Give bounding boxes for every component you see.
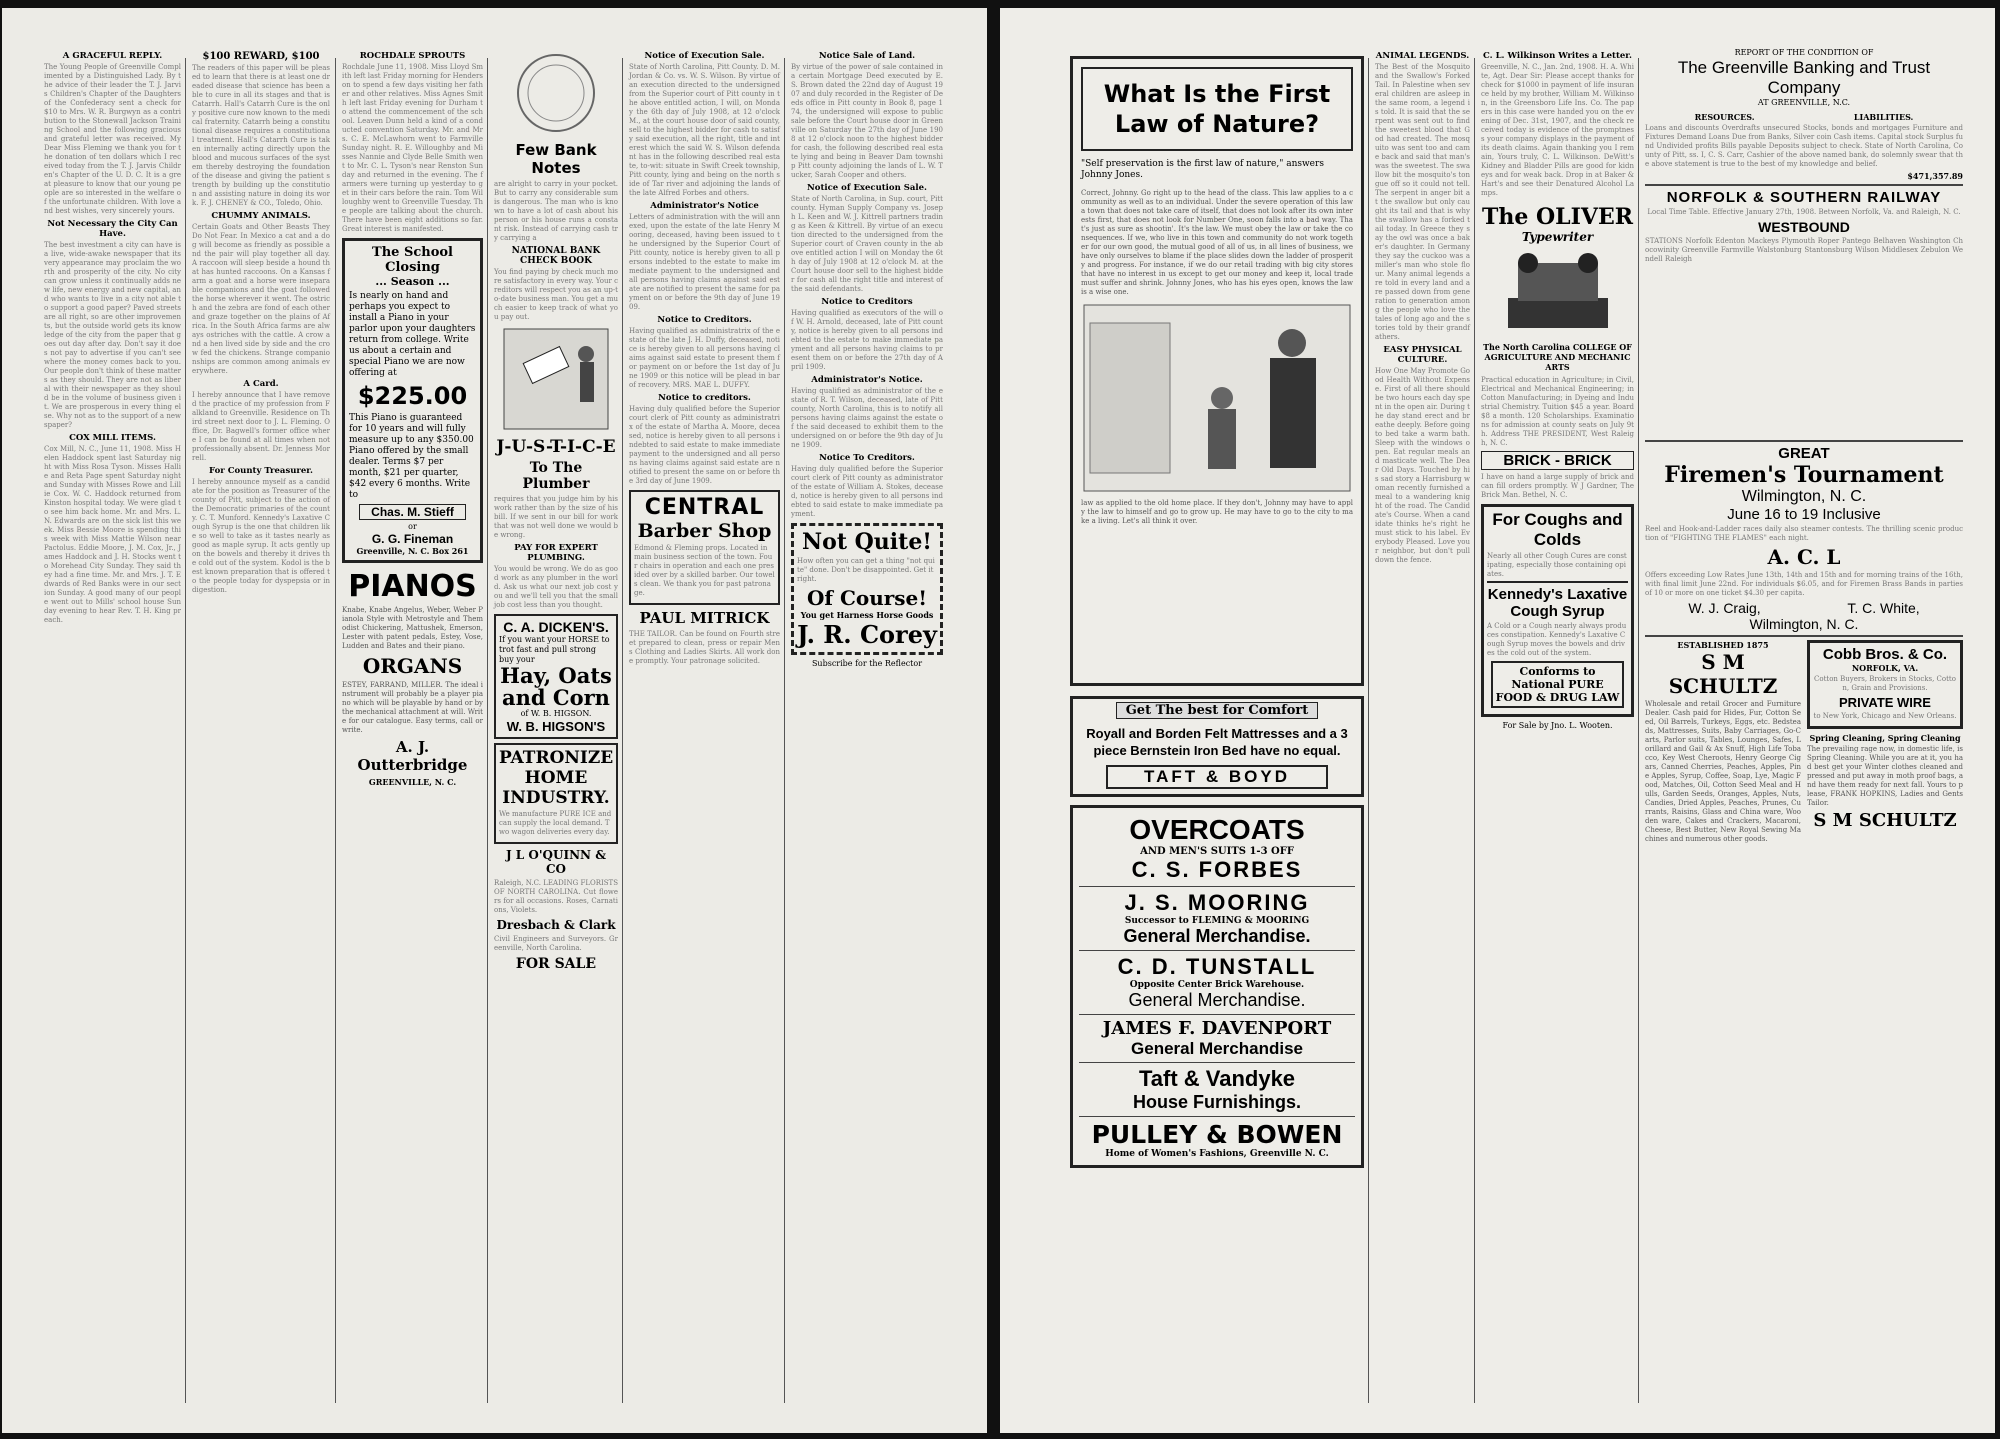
article-text: The Young People of Greenville Complimented by a Distinguished Lady. By the advice of their leader the T. J. Jarvis Children's Chapter of the Daughters of the Confederacy sent a check for $10 to Mrs. W. R. Burgwyn as a contribution to the Stonewall Jackson Training School and the following gracious and grateful letter was received. My Dear Miss Fleming we thank you for the donation of ten dollars which I received today from the T. J. Jarvis Children's Chapter of the U. D. C. It is a great pleasure to know that our young people are so interested in the welfare of the unfortunate children. With love and best wishes, very sincerely yours. <box>44 63 181 215</box>
article-text: Reel and Hook-and-Ladder races daily also steamer contests. The thrilling scenic production of "FIGHTING THE FLAMES" each night. <box>1645 525 1963 542</box>
article-text: Certain Goats and Other Beasts They Do Not Fear. In Mexico a cat and a dog will become as friendly as possible and the pair will play together all day. A raccoon will sleep beside a hound that has hunted raccoons. On a Kansas farm a goat and a horse were inseparable companions and the goat followed the horse wherever it went. The ostrich and the zebra are fond of each other and graze together on the plains of Africa. In the South Africa farms are always ostriches with the cattle. A crow and a hen lived side by side and the crow fed the chickens. Strange companionships are common among animals everywhere. <box>192 223 330 375</box>
great-heading: GREAT <box>1778 445 1830 462</box>
general-merch-2: General Merchandise. <box>1128 990 1306 1010</box>
oliver-heading: The OLIVER <box>1481 204 1634 230</box>
headline: Not Necessary the City Can Have. <box>47 219 178 239</box>
of-course-heading: Of Course! <box>806 586 928 610</box>
general-merch-3: General Merchandise <box>1131 1039 1303 1058</box>
headline: C. L. Wilkinson Writes a Letter. <box>1483 51 1632 61</box>
article-text: Having qualified as administrator of the estate of R. T. Wilson, deceased, late of Pitt county, North Carolina, this is to notify all persons having claims against the estate of the said deceased to exhibit them to the undersigned on or before the 9th day of June 1909. <box>791 387 943 449</box>
bank-total: $471,357.89 <box>1907 171 1963 181</box>
corey-heading: J. R. Corey <box>797 620 937 649</box>
oquinn-heading: J L O'QUINN & CO <box>505 848 607 876</box>
coughs-heading: For Coughs and Colds <box>1492 510 1623 549</box>
brick-heading: BRICK - BRICK <box>1481 451 1634 470</box>
article-text: The best investment a city can have is a live, wide-awake newspaper that its very appearance may proclaim the worth and prosperity of the city. No city can grow unless it continually adds new life, new energy and new capital, and who wants to live in a city not able to support a good paper? Paved streets are all right, so are other improvements, but the outside world gets its knowledge of the city from the paper that goes out day after day. Don't say it does not pay to advertise if you can't see where the money comes back to you. Our people don't think of these matters as they should. They are not as liberal with their newspaper as they should be in the volume of business given it. We are prosperous in every thing else. Why not as to the support of a newspaper? <box>44 241 181 429</box>
headline: Notice to Creditors. <box>657 315 752 325</box>
ad-title: The School Closing <box>372 245 453 275</box>
forbes-heading: C. S. FORBES <box>1131 857 1303 882</box>
established-text: ESTABLISHED 1875 <box>1677 640 1769 650</box>
headline: $100 REWARD, $100 <box>202 51 320 62</box>
headline: Notice Sale of Land. <box>818 51 916 61</box>
taft-boyd-heading: TAFT & BOYD <box>1106 765 1328 789</box>
horse-goods-text: You get Harness Horse Goods <box>800 610 934 620</box>
left-column-5 <box>625 48 784 1413</box>
overcoats-subheading: AND MEN'S SUITS 1-3 OFF <box>1140 846 1294 857</box>
ad-subtitle: ... Season ... <box>375 275 450 288</box>
article-text: Greenville, N. C., Jan. 2nd, 1908. H. A. White, Agt. Dear Sir: Please accept thanks for check for $1000 in payment of life insurance held by my brother, William M. Wilkinson, in the Greensboro Life Ins. Co. The papers in this case were handed you on the evening of Dec. 31st, 1907, and the check received today is evidence of the promptness your company displays in the payment of its death claims. Again thanking you I remain, Yours truly, C. L. Wilkinson. DeWitt's Kidney and Bladder Pills are good for kidneys and for weak back. Drop in at Baker & Hart's and see their Denatured Alcohol Lamps. <box>1481 63 1635 197</box>
mooring-subheading: Successor to FLEMING & MOORING <box>1124 916 1310 926</box>
overcoats-heading: OVERCOATS <box>1129 814 1305 845</box>
coin-illustration <box>511 48 601 138</box>
article-text: Having duly qualified before the Superior court clerk of Pitt county as administratrix of the estate of Martha A. Moore, deceased, notice is hereby given to all persons indebted to said estate to make immediate payment to the undersigned and all persons having claims against said estate are notified to present the same on or before the 3rd day of June 1909. <box>629 405 780 485</box>
ad-name-2: G. G. Fineman <box>371 532 454 546</box>
article-text: Cotton Buyers, Brokers in Stocks, Cotton, Grain and Provisions. <box>1814 675 1956 692</box>
timetable-text: STATIONS Norfolk Edenton Mackeys Plymouth Roper Pantego Belhaven Washington Chocowinity Greenville Farmville Walstonburg Stantonsburg Wilson Middlesex Zebulon Wendell Raleigh <box>1645 237 1963 263</box>
headline: Administrator's Notice. <box>811 375 923 385</box>
left-newspaper-page <box>2 8 987 1433</box>
oliver-ad <box>1481 204 1634 338</box>
article-text: The Best of the Mosquito and the Swallow's Forked Tail. In Palestine when several children are asleep in the same room, a legend is told. It is said that the serpent was sent out to find the sweetest blood that God had created. The mosquito was sent too and came back and said that man's was the sweetest. The swallow bit the mosquito's tongue off so it could not tell. The serpent in anger bit at the swallow but only caught its tail and that is why the swallow has a forked tail today. In Greece they say the owl was once a baker's daughter. In Germany they say the cuckoo was a miller's man who stole flour. Many animal legends are told in every land and are passed down from generation to generation among the people who love the tales of long ago and the stories told by their grandfathers. <box>1375 63 1470 341</box>
right-column-4 <box>1641 48 1967 1413</box>
conforms-heading: Conforms to National PURE FOOD & DRUG LAW <box>1491 661 1624 708</box>
sale-text: For Sale by Jno. L. Wooten. <box>1502 721 1613 730</box>
headline: A GRACEFUL REPLY. <box>62 51 163 61</box>
spring-cleaning-heading: Spring Cleaning, Spring Cleaning <box>1809 733 1961 743</box>
headline: Notice of Execution Sale. <box>644 51 765 61</box>
article-text: How often you can get a thing "not quite" done. Don't be disappointed. Get it right. <box>797 557 935 583</box>
ad-price: $225.00 <box>357 382 468 410</box>
college-heading: The North Carolina COLLEGE OF AGRICULTURE AND MECHANIC ARTS <box>1483 342 1632 372</box>
article-text: Letters of administration with the will annexed, upon the estate of the late Henry Mooring, deceased, having been issued to the undersigned by the Superior Court of Pitt county, notice is hereby given to all persons indebted to the estate to make immediate payment to the undersigned and all persons having claims against said estate are notified to present the same for payment on or before the 9th day of June 1909. <box>629 213 780 311</box>
article-text: Offers exceeding Low Rates June 13th, 14th and 15th and for morning trains of the 16th, with final limit June 22nd. For individuals $6.05, and for Firemen Brass Bands in parties of 10 or more on one ticket $4.30 per capita. <box>1645 571 1963 597</box>
patronize-ad <box>494 743 618 844</box>
article-text: You would be wrong. We do as good work as any plumber in the world. Ask us what our next job cost you and we'll tell you that the small job cost less than you thought. <box>494 565 618 609</box>
article-text: Having duly qualified before the Superior court clerk of Pitt county as administrator of the estate of William A. Stokes, deceased, notice is hereby given to all persons indebted to said estate to make immediate payment. <box>791 465 943 518</box>
typewriter-illustration <box>1498 248 1618 338</box>
firemen-heading: Firemen's Tournament <box>1664 462 1944 488</box>
left-column-1 <box>40 48 185 1413</box>
article-text: Civil Engineers and Surveyors. Greenville, North Carolina. <box>494 935 618 952</box>
headline: ANIMAL LEGENDS. <box>1375 51 1470 61</box>
schoolroom-illustration <box>1082 303 1352 493</box>
kennedy-heading-1: Kennedy's Laxative <box>1487 581 1628 603</box>
article-text: We manufacture PURE ICE and can supply the local demand. Two wagon deliveries every day. <box>499 810 612 836</box>
resources-header: RESOURCES. <box>1694 112 1755 122</box>
article-text: State of North Carolina, Pitt County. D. M. Jordan & Co. vs. W. S. Wilson. By virtue of an execution directed to the undersigned from the Superior court of Pitt county in the above entitled action, I will, on Monday the 6th day of July 1908, at 12 o'clock M., at the court house door of said county, sell to the highest bidder for cash to satisfy said execution, all the right, title and interest which the said W. S. Wilson defendant has in the following described real estate, to-wit: situate in Swift Creek township, Pitt county, lying and being on the north side of Tar river and adjoining the lands of the late Alfred Forbes and others. <box>629 63 780 197</box>
article-text: State of North Carolina, in Sup. court, Pitt county. Hyman Supply Company vs. Joseph L. Keen and W. J. Kittrell partners trading as Keen & Kittrell. By virtue of an execution directed to the undersigned from the Superior court of Craven county in the above entitled action I will on Monday the 6th day of July 1908 at 12 o'clock M. at the Court house door sell to the highest bidder for cash all the right title and interest of the said defendants. <box>791 195 943 293</box>
article-text: Having qualified as administratrix of the estate of the late J. H. Duffy, deceased, notice is hereby given to all persons having claims against said estate to present them for payment on or before the 1st day of June 1909 or this notice will be plead in bar of recovery. MRS. MAE L. DUFFY. <box>629 327 780 389</box>
article-text: The readers of this paper will be pleased to learn that there is at least one dreaded disease that science has been able to cure in all its stages and that is Catarrh. Hall's Catarrh Cure is the only positive cure now known to the medical fraternity. Catarrh being a constitutional disease requires a constitutional treatment. Hall's Catarrh Cure is taken internally acting directly upon the blood and mucous surfaces of the system thereby destroying the foundation of the disease and giving the patient strength by building up the constitution and assisting nature in doing its work. F. J. CHENEY & CO., Toledo, Ohio. <box>192 64 330 207</box>
headline: Notice to Creditors <box>821 297 913 307</box>
article-text: requires that you judge him by his work rather than by the size of his bill. If we sent in our bill for work that was not well done we would be wrong. <box>494 495 618 539</box>
dickens-name: C. A. DICKEN'S. <box>503 619 609 635</box>
wilmington-heading: Wilmington, N. C. <box>1741 488 1867 505</box>
article-text: Rochdale June 11, 1908. Miss Lloyd Smith left last Friday morning for Henderson to spend a few days visiting her father and other relatives. Miss Agnes Smith left last Friday evening for Durham to attend the commencement of the school. Leaven Dunn held a kind of a conducted convention Saturday. Mr. and Mrs. C. E. McLawhorn went to Farmville Sunday night. R. E. Willoughby and Misses Nannie and Clyde Belle Smith went to Mr. C. L. Tyson's near Renston Sunday and returned in the evening. The farmers were turning up yesterday to get in their cars before the rain. Tom Willoughby went to Greenville Tuesday. The people are talking about the church. There have been eight additions so far. Great interest is manifested. <box>342 63 483 233</box>
general-merch-1: General Merchandise. <box>1123 926 1311 946</box>
white-name: T. C. White, <box>1847 600 1920 616</box>
article-text: I hereby announce that I have removed the practice of my profession from Falkland to Greenville. Residence on Third street next door to J. L. Fleming. Office, Dr. Bagwell's former office where I can be found at all times when not professionally absent. Dr. Jenness Morrell. <box>192 391 330 462</box>
ad-address: Greenville, N. C. Box 261 <box>356 546 469 556</box>
left-column-2 <box>188 48 334 1413</box>
article-text: Knabe, Knabe Angelus, Weber, Weber Pianola Style with Metrostyle and Themodist Chickering, Mattushek, Emerson, Lester with patent pedals, Estey, Vose, Ludden and Bates and their piano. <box>342 606 483 650</box>
article-text: Edmond & Fleming props. Located in main business section of the town. Four chairs in operation and each one presided over by a skilled barber. Our towels clean. We thank you for past patronage. <box>634 544 775 597</box>
comfort-heading: Get The best for Comfort <box>1116 702 1318 719</box>
bank-location: AT GREENVILLE, N.C. <box>1757 98 1851 107</box>
forsale-heading: FOR SALE <box>515 956 597 972</box>
outterbridge-city: GREENVILLE, N. C. <box>368 777 457 787</box>
article-text: Wholesale and retail Grocer and Furniture Dealer. Cash paid for Hides, Fur, Cotton Seed, Oil Barrels, Turkeys, Eggs, etc. Bedsteads, Mattresses, Suits, Baby Carriages, Go-Carts, Parlor suits, Tables, Lounges, Safes, Lorillard and Gail & Ax Snuff, High Life Tobacco, Key West Cheroots, Henry George Cigars, Canned Cherries, Peaches, Apples, Pine Apples, Syrup, Coffee, Soap, Lye, Magic Food, Matches, Oil, Cotton Seed Meal and Hulls, Garden Seeds, Oranges, Apples, Nuts, Candies, Dried Apples, Peaches, Prunes, Currants, Raisins, Glass and China ware, Wooden ware, Cakes and Crackers, Macaroni, Cheese, Best Butter, New Royal Sewing Machines and numerous other goods. <box>1645 700 1801 843</box>
bank-table-text: Loans and discounts Overdrafts unsecured Stocks, bonds and mortgages Furniture and Fixtures Demand Loans Due from Banks, Silver coin Cash items. Capital stock Surplus fund Undivided profits Bills payable Deposits subject to check. State of North Carolina, County of Pitt, ss. I, C. S. Carr, Cashier of the above named bank, do solemnly swear that the above statement is true to the best of my knowledge and belief. <box>1645 124 1963 168</box>
agent-names <box>1645 600 1963 616</box>
article-text: Nearly all other Cough Cures are constipating, especially those containing opiates. <box>1487 552 1627 578</box>
plumber-illustration <box>496 324 616 434</box>
check-book-heading: NATIONAL BANK CHECK BOOK <box>511 246 601 266</box>
article-text: I have on hand a large supply of brick and can fill orders promptly. W J Gardner, The Brick Man. Bethel, N. C. <box>1481 473 1634 499</box>
schultz-heading-2: S M SCHULTZ <box>1813 810 1957 831</box>
school-closing-ad <box>342 238 483 563</box>
headline: A Card. <box>243 379 279 389</box>
expert-plumbing-heading: PAY FOR EXPERT PLUMBING. <box>514 543 598 563</box>
ad-body: Is nearly on hand and perhaps you expect to install a Piano in your parlor upon your daughters return from college. Write us about a certain and special Piano we are now offering at <box>349 291 476 378</box>
dresbach-heading: Dresbach & Clark <box>496 918 616 932</box>
justice-subheading: To The Plumber <box>522 460 590 492</box>
not-quite-ad <box>791 523 943 655</box>
coughs-ad <box>1481 504 1634 717</box>
mooring-heading: J. S. MOORING <box>1124 890 1310 915</box>
article-text: By virtue of the power of sale contained in a certain Mortgage Deed executed by E. S. Brown dated the 22nd day of August 1907 and duly recorded in the Register of Deeds office in Pitt county in Book 8, page 174, the undersigned will expose to public sale before the Court house door in Greenville on Saturday the 27th day of June 1908 at 12 o'clock noon to the highest bidder for cash, the following described real estate lying and being in Beaver Dam township Pitt county adjoining the lands of L. W. Tucker, Sarah Cooper and others. <box>791 63 943 179</box>
article-text: Local Time Table. Effective January 27th, 1908. Between Norfolk, Va. and Raleigh, N. C. <box>1647 208 1961 216</box>
organs-heading: ORGANS <box>362 654 463 678</box>
merchants-ad-block <box>1070 805 1364 1168</box>
right-column-1 <box>1066 48 1368 1413</box>
dates-heading: June 16 to 19 Inclusive <box>1727 506 1881 523</box>
kennedy-heading-2: Cough Syrup <box>1510 603 1605 620</box>
private-wire-heading: PRIVATE WIRE <box>1839 695 1931 710</box>
article-text: to New York, Chicago and New Orleans. <box>1813 712 1957 720</box>
right-column-2 <box>1371 48 1474 1413</box>
typewriter-heading: Typewriter <box>1521 230 1594 244</box>
ad-or: or <box>408 522 417 531</box>
pulley-bowen-subheading: Home of Women's Fashions, Greenville N. C. <box>1105 1149 1329 1159</box>
article-text: THE TAILOR. Can be found on Fourth street prepared to clean, press or repair Mens Clothing and Ladies Skirts. All work done promptly. Your patronage solicited. <box>629 630 780 665</box>
cobb-heading: Cobb Bros. & Co. <box>1822 646 1948 663</box>
article-text: Practical education in Agriculture; in Civil, Electrical and Mechanical Engineering; in Cotton Manufacturing; in Dyeing and Industrial Chemistry. Tuition $45 a year. Board $8 a month. 120 Scholarships. Examinations for admission at county seats on July 9th. Address THE PRESIDENT, West Raleigh, N. C. <box>1481 376 1634 447</box>
home-heading: HOME <box>524 768 588 788</box>
headline: Notice to creditors. <box>658 393 751 403</box>
article-text: The prevailing rage now, in domestic life, is Spring Cleaning. While you are at it, you had best get your Winter clothes cleaned and pressed and put away in moth proof bags, and have them ready for next fall. Yours to please, FRANK HOPKINS, Ladies and Gents Tailor. <box>1807 745 1963 807</box>
few-bank-notes-heading: Few Bank Notes <box>515 141 597 177</box>
ad-name-1: Chas. M. Stieff <box>359 504 466 520</box>
headline: CHUMMY ANIMALS. <box>211 211 311 221</box>
ad-body-2: This Piano is guaranteed for 10 years and will fully measure up to any $350.00 Piano offered by the small dealer. Terms $7 per month, $21 per quarter, $42 every 6 months. Write to <box>349 413 474 500</box>
article-text: are alright to carry in your pocket. But to carry any considerable sum is dangerous. The man who is known to have a lot of cash about his person or his house runs a constant risk. Instead of carrying cash try carrying a <box>494 180 618 242</box>
industry-heading: INDUSTRY. <box>502 788 610 808</box>
davenport-heading: JAMES F. DAVENPORT <box>1102 1018 1332 1039</box>
bottom-ads <box>1645 640 1963 846</box>
westbound-heading: WESTBOUND <box>1758 219 1850 235</box>
article-text: Correct, Johnny. Go right up to the head of the class. This law applies to a community as well as to an individual. Under the severe operation of this law a town that does not take care of itself, that does not look after its own interests first, that does not look for Number One, soon falls into a bad way. That's just as sure as shootin'. It's the law. We must obey the law or take the consequences. If we, who live in this town and community do not work together for our own good, the mutual good of all of us, in all lines of business, we have only ourselves to blame if the place slides down the ladder of prosperity and progress. For instance, if we do our retail trading with big city stores that have no interest in us except to get our money and keep it, local trade must suffer and shrink. Johnny Jones, who has his eyes open, knows the law is a wise one. <box>1081 189 1353 296</box>
hay-heading: Hay, Oats and Corn <box>500 663 612 710</box>
cobb-ad <box>1807 640 1963 846</box>
mattress-text: Royall and Borden Felt Mattresses and a 3 piece Bernstein Iron Bed have no equal. <box>1086 726 1348 758</box>
comfort-ad <box>1070 696 1364 797</box>
justice-heading: J-U-S-T-I-C-E <box>496 437 616 457</box>
norfolk-text: NORFOLK, VA. <box>1851 663 1919 673</box>
article-text: Raleigh, N.C. LEADING FLORISTS OF NORTH CAROLINA. Cut flowers for all occasions. Roses, Carnations, Violets. <box>494 879 618 914</box>
central-heading: CENTRAL <box>644 495 765 520</box>
article-text: Having qualified as executors of the will of W. H. Arnold, deceased, late of Pitt county, notice is hereby given to all persons indebted to the estate to make immediate payment and all persons having claims to present them on or before the 27th day of April 1909. <box>791 309 943 371</box>
bank-table-headers <box>1645 112 1963 122</box>
railway-heading: NORFOLK & SOUTHERN RAILWAY <box>1666 189 1942 206</box>
craig-name: W. J. Craig, <box>1688 600 1761 616</box>
left-column-3 <box>338 48 487 1413</box>
left-column-6 <box>787 48 947 1413</box>
mitrick-heading: PAUL MITRICK <box>639 609 770 627</box>
cobb-box <box>1807 640 1963 729</box>
dickens-ad <box>494 614 618 739</box>
left-column-4 <box>490 48 622 1413</box>
article-text: How One May Promote Good Health Without Expense. First of all there should be two hours each day spent in the open air. During the day stand erect and breathe deeply. Before going to bed take a warm bath. Sleep with the windows open. Eat regular meals and masticate well. The Dear Old Days. Touched by his sad story a Harrisburg woman recently furnished a meal to a wandering knight of the road. The Candidate's Course. When a candidate thinks he's right he must stick to his label. Everybody Pleased. Love your neighbor, but don't pull down the fence. <box>1375 367 1470 564</box>
subscribe-text: Subscribe for the Reflector <box>811 659 923 668</box>
wilmington-footer: Wilmington, N. C. <box>1749 616 1859 632</box>
headline: For County Treasurer. <box>209 466 313 476</box>
acl-heading: A. C. L <box>1767 545 1841 569</box>
pianos-heading: PIANOS <box>348 569 477 604</box>
headline: Notice To Creditors. <box>819 453 915 463</box>
tunstall-subheading: Opposite Center Brick Warehouse. <box>1129 980 1305 990</box>
right-column-3 <box>1477 48 1638 1413</box>
article-text: law as applied to the old home place. If they don't, Johnny may have to apply the law to himself and go to grow up. He may have to go to the city to make a living. Let's all think it over. <box>1081 499 1353 525</box>
house-furnishings: House Furnishings. <box>1132 1092 1301 1112</box>
law-of-nature-ad <box>1070 56 1364 686</box>
report-heading: REPORT OF THE CONDITION OF <box>1734 48 1874 57</box>
schultz-ad <box>1645 640 1801 846</box>
law-of-nature-body: "Self preservation is the first law of nature," answers Johnny Jones. <box>1081 159 1324 180</box>
not-quite-heading: Not Quite! <box>802 529 932 555</box>
article-text: A Cold or a Cough nearly always produces constipation. Kennedy's Laxative Cough Syrup moves the bowels and drives the cold out of the system. <box>1487 622 1627 657</box>
patronize-heading: PATRONIZE <box>499 748 614 768</box>
article-text: I hereby announce myself as a candidate for the position as Treasurer of the county of Pitt, subject to the action of the Democratic primaries of the county. C. T. Munford. Kennedy's Laxative Cough Syrup is the one that children like so well to take as it tastes nearly as good as maple syrup. It acts gently upon the bowels and thereby it drives the cold out of the system. Kodol is the best known preparation that is offered to the people today for dyspepsia or indigestion. <box>192 478 330 594</box>
liabilities-header: LIABILITIES. <box>1853 112 1914 122</box>
bank-heading: The Greenville Banking and Trust Company <box>1677 58 1931 97</box>
article-text: Cox Mill, N. C., June 11, 1908. Miss Helen Haddock spent last Saturday night with Miss Rosa Tyson. Misses Hallie and Reta Page spent Saturday night and Sunday with Misses Rowe and Lillie Cox. W. C. Haddock returned from Kinston hospital today. We were glad to see him back home. Mr. and Mrs. L. N. Edwards are on the sick list this week. Miss Bessie Moore is spending this week with Miss Mattie Wilson near Pactolus. Eddie Moore, J. M. Cox, Jr., James Haddock and J. H. Stocks went to Morehead City Sunday. They said they had a fine time. Mr. and Mrs. J. T. Edwards of Red Banks were in our section Sunday. A good many of our people went out to Mills' school house Sunday evening to hear Rev. T. H. King preach. <box>44 445 181 624</box>
right-newspaper-page <box>1000 8 1995 1433</box>
taft-vandyke-heading: Taft & Vandyke <box>1138 1066 1296 1091</box>
schultz-heading: S M SCHULTZ <box>1668 650 1778 698</box>
law-of-nature-title: What Is the First Law of Nature? <box>1081 67 1353 151</box>
headline: Administrator's Notice <box>650 201 759 211</box>
outterbridge-name: A. J. Outterbridge <box>357 738 468 774</box>
tunstall-heading: C. D. TUNSTALL <box>1117 954 1317 979</box>
headline: ROCHDALE SPROUTS <box>359 51 466 61</box>
pulley-bowen-heading: PULLEY & BOWEN <box>1091 1120 1343 1149</box>
higson-of: of W. B. HIGSON. <box>520 709 592 718</box>
central-barber-ad <box>629 490 780 605</box>
headline: Notice of Execution Sale. <box>807 183 927 193</box>
article-text: You find paying by check much more satisfactory in every way. Your creditors will respect you as an up-to-date business man. You get a much easier to keep track of what you pay out. <box>494 268 618 321</box>
headline: EASY PHYSICAL CULTURE. <box>1383 345 1462 365</box>
higson-name: W. B. HIGSON'S <box>506 719 606 734</box>
headline: COX MILL ITEMS. <box>69 433 156 443</box>
barber-heading: Barber Shop <box>637 520 772 542</box>
article-text: ESTEY, FARRAND, MILLER. The ideal instrument will probably be a player piano which will be playable by hand or by the mechanical attachment at will. Write for our catalogue. Easy terms, call or write. <box>342 681 484 734</box>
dickens-text: If you want your HORSE to trot fast and pull strong buy your <box>499 635 610 664</box>
